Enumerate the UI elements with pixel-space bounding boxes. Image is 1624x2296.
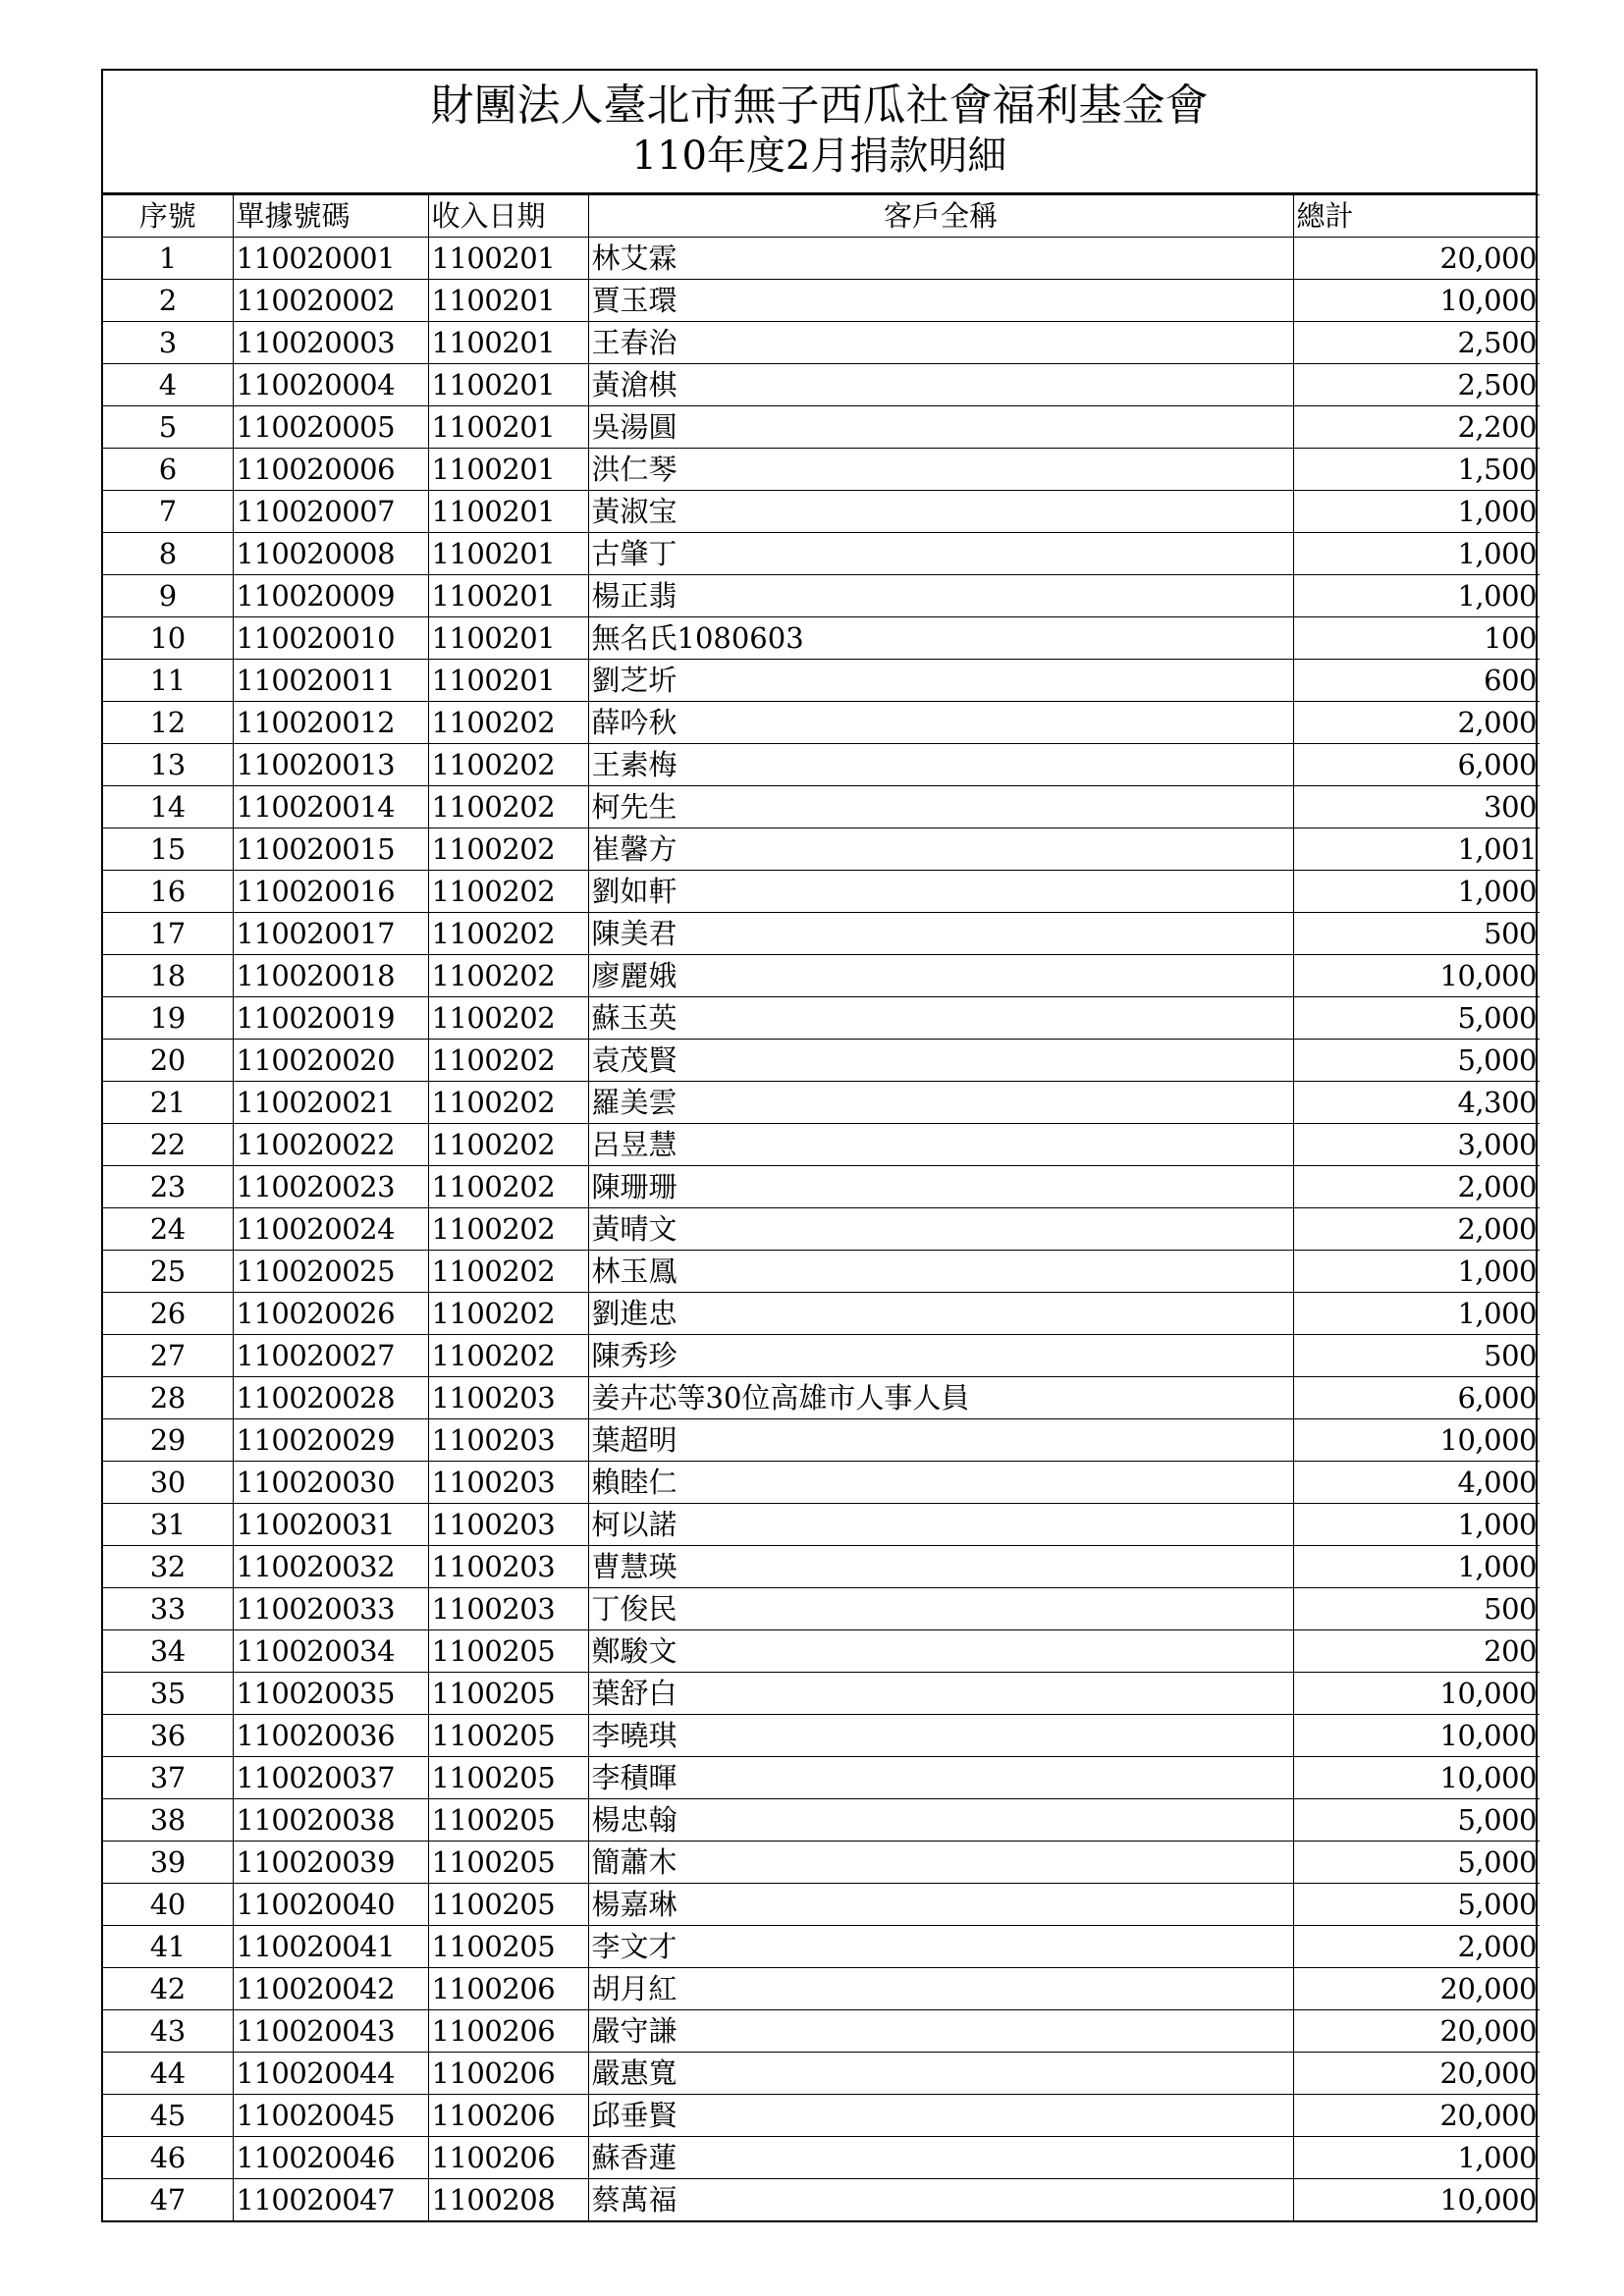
table-row [103,1968,1540,2010]
cell-seq: 45 [103,2095,233,2137]
cell-date: 1100205 [428,1799,588,1842]
cell-name: 林玉鳳 [588,1251,1293,1293]
cell-receipt: 110020038 [233,1799,428,1842]
page-title: 財團法人臺北市無子西瓜社會福利基金會 [430,80,1209,131]
cell-date: 1100202 [428,1040,588,1082]
cell-date: 1100202 [428,1124,588,1166]
header-total: 總計 [1293,195,1540,238]
cell-receipt: 110020033 [233,1588,428,1630]
table-row [103,1040,1540,1082]
cell-total: 2,500 [1293,322,1540,364]
cell-name: 陳珊珊 [588,1166,1293,1208]
cell-total: 600 [1293,660,1540,702]
cell-receipt: 110020047 [233,2179,428,2221]
table-row [103,2137,1540,2179]
cell-name: 洪仁琴 [588,449,1293,491]
cell-total: 1,000 [1293,575,1540,617]
cell-date: 1100205 [428,1673,588,1715]
cell-date: 1100206 [428,2095,588,2137]
cell-date: 1100201 [428,364,588,406]
cell-seq: 31 [103,1504,233,1546]
cell-seq: 13 [103,744,233,786]
table-row [103,1293,1540,1335]
cell-receipt: 110020011 [233,660,428,702]
cell-date: 1100203 [428,1546,588,1588]
cell-total: 20,000 [1293,238,1540,280]
cell-seq: 20 [103,1040,233,1082]
table-row [103,702,1540,744]
cell-total: 2,000 [1293,1208,1540,1251]
cell-date: 1100202 [428,997,588,1040]
cell-name: 羅美雲 [588,1082,1293,1124]
cell-total: 1,000 [1293,533,1540,575]
cell-receipt: 110020039 [233,1842,428,1884]
table-row [103,617,1540,660]
cell-seq: 41 [103,1926,233,1968]
cell-date: 1100203 [428,1462,588,1504]
cell-date: 1100206 [428,2010,588,2053]
table-row [103,1546,1540,1588]
table-row [103,1588,1540,1630]
table-row [103,575,1540,617]
cell-receipt: 110020044 [233,2053,428,2095]
cell-total: 1,000 [1293,2137,1540,2179]
cell-name: 李積暉 [588,1757,1293,1799]
cell-total: 4,000 [1293,1462,1540,1504]
cell-seq: 11 [103,660,233,702]
cell-seq: 14 [103,786,233,828]
cell-receipt: 110020017 [233,913,428,955]
cell-date: 1100202 [428,1293,588,1335]
table-header-row [103,195,1540,238]
cell-name: 曹慧瑛 [588,1546,1293,1588]
table-row [103,1715,1540,1757]
table-row [103,871,1540,913]
cell-receipt: 110020021 [233,1082,428,1124]
cell-receipt: 110020023 [233,1166,428,1208]
cell-total: 10,000 [1293,955,1540,997]
cell-total: 500 [1293,913,1540,955]
cell-name: 袁茂賢 [588,1040,1293,1082]
cell-date: 1100202 [428,702,588,744]
cell-date: 1100202 [428,1166,588,1208]
cell-total: 4,300 [1293,1082,1540,1124]
cell-date: 1100201 [428,449,588,491]
header-seq: 序號 [103,195,233,238]
cell-date: 1100201 [428,238,588,280]
table-row [103,1335,1540,1377]
cell-seq: 17 [103,913,233,955]
cell-date: 1100202 [428,1082,588,1124]
cell-seq: 47 [103,2179,233,2221]
cell-name: 薛吟秋 [588,702,1293,744]
cell-receipt: 110020018 [233,955,428,997]
cell-date: 1100202 [428,786,588,828]
cell-seq: 24 [103,1208,233,1251]
table-row [103,660,1540,702]
cell-seq: 30 [103,1462,233,1504]
cell-name: 嚴守謙 [588,2010,1293,2053]
cell-total: 1,000 [1293,1293,1540,1335]
cell-date: 1100203 [428,1588,588,1630]
cell-seq: 44 [103,2053,233,2095]
cell-total: 20,000 [1293,2095,1540,2137]
cell-seq: 37 [103,1757,233,1799]
cell-name: 嚴惠寬 [588,2053,1293,2095]
cell-name: 蔡萬福 [588,2179,1293,2221]
table-row [103,2010,1540,2053]
cell-name: 邱垂賢 [588,2095,1293,2137]
cell-date: 1100206 [428,1968,588,2010]
cell-total: 1,000 [1293,871,1540,913]
cell-name: 古肇丁 [588,533,1293,575]
cell-seq: 34 [103,1630,233,1673]
cell-receipt: 110020013 [233,744,428,786]
cell-seq: 8 [103,533,233,575]
cell-total: 1,001 [1293,828,1540,871]
cell-name: 無名氏1080603 [588,617,1293,660]
cell-total: 10,000 [1293,1673,1540,1715]
cell-name: 王春治 [588,322,1293,364]
table-row [103,828,1540,871]
cell-total: 2,000 [1293,1166,1540,1208]
cell-seq: 23 [103,1166,233,1208]
cell-receipt: 110020022 [233,1124,428,1166]
cell-seq: 3 [103,322,233,364]
cell-receipt: 110020029 [233,1419,428,1462]
table-row [103,449,1540,491]
cell-receipt: 110020002 [233,280,428,322]
cell-name: 蘇香蓮 [588,2137,1293,2179]
cell-receipt: 110020005 [233,406,428,449]
cell-seq: 10 [103,617,233,660]
cell-seq: 26 [103,1293,233,1335]
cell-receipt: 110020035 [233,1673,428,1715]
cell-seq: 19 [103,997,233,1040]
cell-total: 100 [1293,617,1540,660]
cell-total: 500 [1293,1335,1540,1377]
cell-name: 楊正翡 [588,575,1293,617]
table-row [103,1419,1540,1462]
cell-total: 2,500 [1293,364,1540,406]
cell-name: 賈玉環 [588,280,1293,322]
table-row [103,1504,1540,1546]
cell-receipt: 110020030 [233,1462,428,1504]
table-row [103,1166,1540,1208]
cell-receipt: 110020027 [233,1335,428,1377]
cell-total: 10,000 [1293,2179,1540,2221]
header-date: 收入日期 [428,195,588,238]
cell-date: 1100206 [428,2053,588,2095]
cell-name: 蘇玉英 [588,997,1293,1040]
cell-date: 1100202 [428,744,588,786]
cell-name: 簡蕭木 [588,1842,1293,1884]
cell-date: 1100205 [428,1715,588,1757]
cell-total: 20,000 [1293,2053,1540,2095]
cell-date: 1100208 [428,2179,588,2221]
cell-name: 李文才 [588,1926,1293,1968]
cell-receipt: 110020019 [233,997,428,1040]
cell-date: 1100202 [428,871,588,913]
cell-date: 1100202 [428,1208,588,1251]
cell-date: 1100205 [428,1630,588,1673]
cell-receipt: 110020028 [233,1377,428,1419]
cell-receipt: 110020015 [233,828,428,871]
cell-receipt: 110020004 [233,364,428,406]
cell-date: 1100202 [428,1335,588,1377]
cell-name: 柯以諾 [588,1504,1293,1546]
cell-date: 1100201 [428,406,588,449]
cell-receipt: 110020009 [233,575,428,617]
cell-total: 1,000 [1293,1546,1540,1588]
table-row [103,1251,1540,1293]
cell-name: 劉如軒 [588,871,1293,913]
table-row [103,1842,1540,1884]
cell-name: 黃晴文 [588,1208,1293,1251]
cell-name: 葉舒白 [588,1673,1293,1715]
cell-name: 陳美君 [588,913,1293,955]
donation-sheet [101,69,1538,2222]
cell-total: 2,200 [1293,406,1540,449]
cell-seq: 38 [103,1799,233,1842]
cell-receipt: 110020042 [233,1968,428,2010]
table-row [103,322,1540,364]
cell-total: 1,000 [1293,1504,1540,1546]
cell-seq: 43 [103,2010,233,2053]
cell-name: 黃滄棋 [588,364,1293,406]
cell-seq: 25 [103,1251,233,1293]
cell-date: 1100202 [428,955,588,997]
cell-name: 崔馨方 [588,828,1293,871]
cell-name: 胡月紅 [588,1968,1293,2010]
cell-name: 劉芝圻 [588,660,1293,702]
cell-seq: 29 [103,1419,233,1462]
cell-seq: 22 [103,1124,233,1166]
cell-seq: 40 [103,1884,233,1926]
table-row [103,1926,1540,1968]
cell-total: 5,000 [1293,1040,1540,1082]
title-block [103,71,1536,194]
cell-receipt: 110020020 [233,1040,428,1082]
cell-receipt: 110020034 [233,1630,428,1673]
cell-date: 1100205 [428,1926,588,1968]
cell-total: 5,000 [1293,1842,1540,1884]
cell-seq: 28 [103,1377,233,1419]
cell-receipt: 110020037 [233,1757,428,1799]
cell-date: 1100201 [428,617,588,660]
table-row [103,786,1540,828]
cell-receipt: 110020036 [233,1715,428,1757]
table-row [103,2095,1540,2137]
cell-total: 500 [1293,1588,1540,1630]
cell-seq: 6 [103,449,233,491]
cell-name: 鄭駿文 [588,1630,1293,1673]
cell-receipt: 110020031 [233,1504,428,1546]
cell-receipt: 110020006 [233,449,428,491]
cell-date: 1100201 [428,575,588,617]
cell-date: 1100201 [428,660,588,702]
cell-receipt: 110020041 [233,1926,428,1968]
cell-total: 2,000 [1293,702,1540,744]
cell-seq: 35 [103,1673,233,1715]
cell-date: 1100202 [428,1251,588,1293]
cell-seq: 21 [103,1082,233,1124]
cell-seq: 2 [103,280,233,322]
cell-total: 1,500 [1293,449,1540,491]
table-row [103,997,1540,1040]
table-row [103,913,1540,955]
cell-total: 20,000 [1293,2010,1540,2053]
cell-total: 5,000 [1293,1884,1540,1926]
table-row [103,2053,1540,2095]
table-row [103,1673,1540,1715]
cell-receipt: 110020026 [233,1293,428,1335]
table-row [103,1082,1540,1124]
table-row [103,744,1540,786]
table-row [103,238,1540,280]
cell-receipt: 110020007 [233,491,428,533]
table-row [103,1208,1540,1251]
cell-name: 姜卉芯等30位高雄市人事人員 [588,1377,1293,1419]
cell-total: 6,000 [1293,1377,1540,1419]
cell-seq: 16 [103,871,233,913]
table-row [103,1462,1540,1504]
table-row [103,1377,1540,1419]
header-receipt: 單據號碼 [233,195,428,238]
cell-date: 1100205 [428,1884,588,1926]
table-row [103,2179,1540,2221]
cell-total: 300 [1293,786,1540,828]
cell-receipt: 110020012 [233,702,428,744]
cell-receipt: 110020025 [233,1251,428,1293]
cell-receipt: 110020016 [233,871,428,913]
cell-date: 1100201 [428,322,588,364]
table-row [103,1757,1540,1799]
cell-date: 1100205 [428,1757,588,1799]
cell-total: 200 [1293,1630,1540,1673]
cell-seq: 39 [103,1842,233,1884]
table-row [103,364,1540,406]
cell-date: 1100202 [428,828,588,871]
cell-name: 黃淑宝 [588,491,1293,533]
table-row [103,1124,1540,1166]
cell-name: 楊忠翰 [588,1799,1293,1842]
cell-seq: 33 [103,1588,233,1630]
cell-receipt: 110020032 [233,1546,428,1588]
cell-name: 李曉琪 [588,1715,1293,1757]
cell-total: 5,000 [1293,997,1540,1040]
table-row [103,955,1540,997]
cell-receipt: 110020024 [233,1208,428,1251]
cell-name: 葉超明 [588,1419,1293,1462]
cell-total: 10,000 [1293,1757,1540,1799]
table-row [103,533,1540,575]
cell-total: 10,000 [1293,1419,1540,1462]
cell-seq: 9 [103,575,233,617]
cell-seq: 12 [103,702,233,744]
table-row [103,491,1540,533]
cell-name: 丁俊民 [588,1588,1293,1630]
cell-seq: 36 [103,1715,233,1757]
cell-total: 10,000 [1293,280,1540,322]
cell-seq: 5 [103,406,233,449]
cell-total: 10,000 [1293,1715,1540,1757]
table-row [103,280,1540,322]
cell-receipt: 110020043 [233,2010,428,2053]
cell-receipt: 110020045 [233,2095,428,2137]
cell-total: 1,000 [1293,491,1540,533]
cell-date: 1100203 [428,1419,588,1462]
page-subtitle: 110年度2月捐款明細 [631,133,1007,179]
cell-seq: 4 [103,364,233,406]
cell-total: 1,000 [1293,1251,1540,1293]
cell-seq: 1 [103,238,233,280]
cell-name: 王素梅 [588,744,1293,786]
cell-receipt: 110020001 [233,238,428,280]
header-name: 客戶全稱 [588,195,1293,238]
cell-date: 1100205 [428,1842,588,1884]
cell-date: 1100201 [428,533,588,575]
cell-seq: 27 [103,1335,233,1377]
cell-total: 6,000 [1293,744,1540,786]
cell-name: 劉進忠 [588,1293,1293,1335]
cell-name: 柯先生 [588,786,1293,828]
donation-table [103,194,1540,2220]
cell-date: 1100201 [428,491,588,533]
cell-date: 1100206 [428,2137,588,2179]
cell-seq: 42 [103,1968,233,2010]
cell-receipt: 110020046 [233,2137,428,2179]
cell-name: 楊嘉琳 [588,1884,1293,1926]
cell-name: 廖麗娥 [588,955,1293,997]
cell-date: 1100202 [428,913,588,955]
cell-date: 1100201 [428,280,588,322]
table-row [103,1799,1540,1842]
table-row [103,1884,1540,1926]
cell-name: 陳秀珍 [588,1335,1293,1377]
table-row [103,1630,1540,1673]
cell-total: 2,000 [1293,1926,1540,1968]
cell-total: 20,000 [1293,1968,1540,2010]
cell-date: 1100203 [428,1377,588,1419]
cell-receipt: 110020003 [233,322,428,364]
cell-seq: 32 [103,1546,233,1588]
cell-name: 吳湯圓 [588,406,1293,449]
cell-total: 5,000 [1293,1799,1540,1842]
cell-name: 呂昱慧 [588,1124,1293,1166]
cell-name: 賴睦仁 [588,1462,1293,1504]
cell-seq: 7 [103,491,233,533]
cell-receipt: 110020008 [233,533,428,575]
cell-receipt: 110020040 [233,1884,428,1926]
cell-date: 1100203 [428,1504,588,1546]
cell-receipt: 110020014 [233,786,428,828]
cell-seq: 46 [103,2137,233,2179]
table-row [103,406,1540,449]
cell-total: 3,000 [1293,1124,1540,1166]
cell-seq: 15 [103,828,233,871]
cell-name: 林艾霖 [588,238,1293,280]
cell-receipt: 110020010 [233,617,428,660]
cell-seq: 18 [103,955,233,997]
